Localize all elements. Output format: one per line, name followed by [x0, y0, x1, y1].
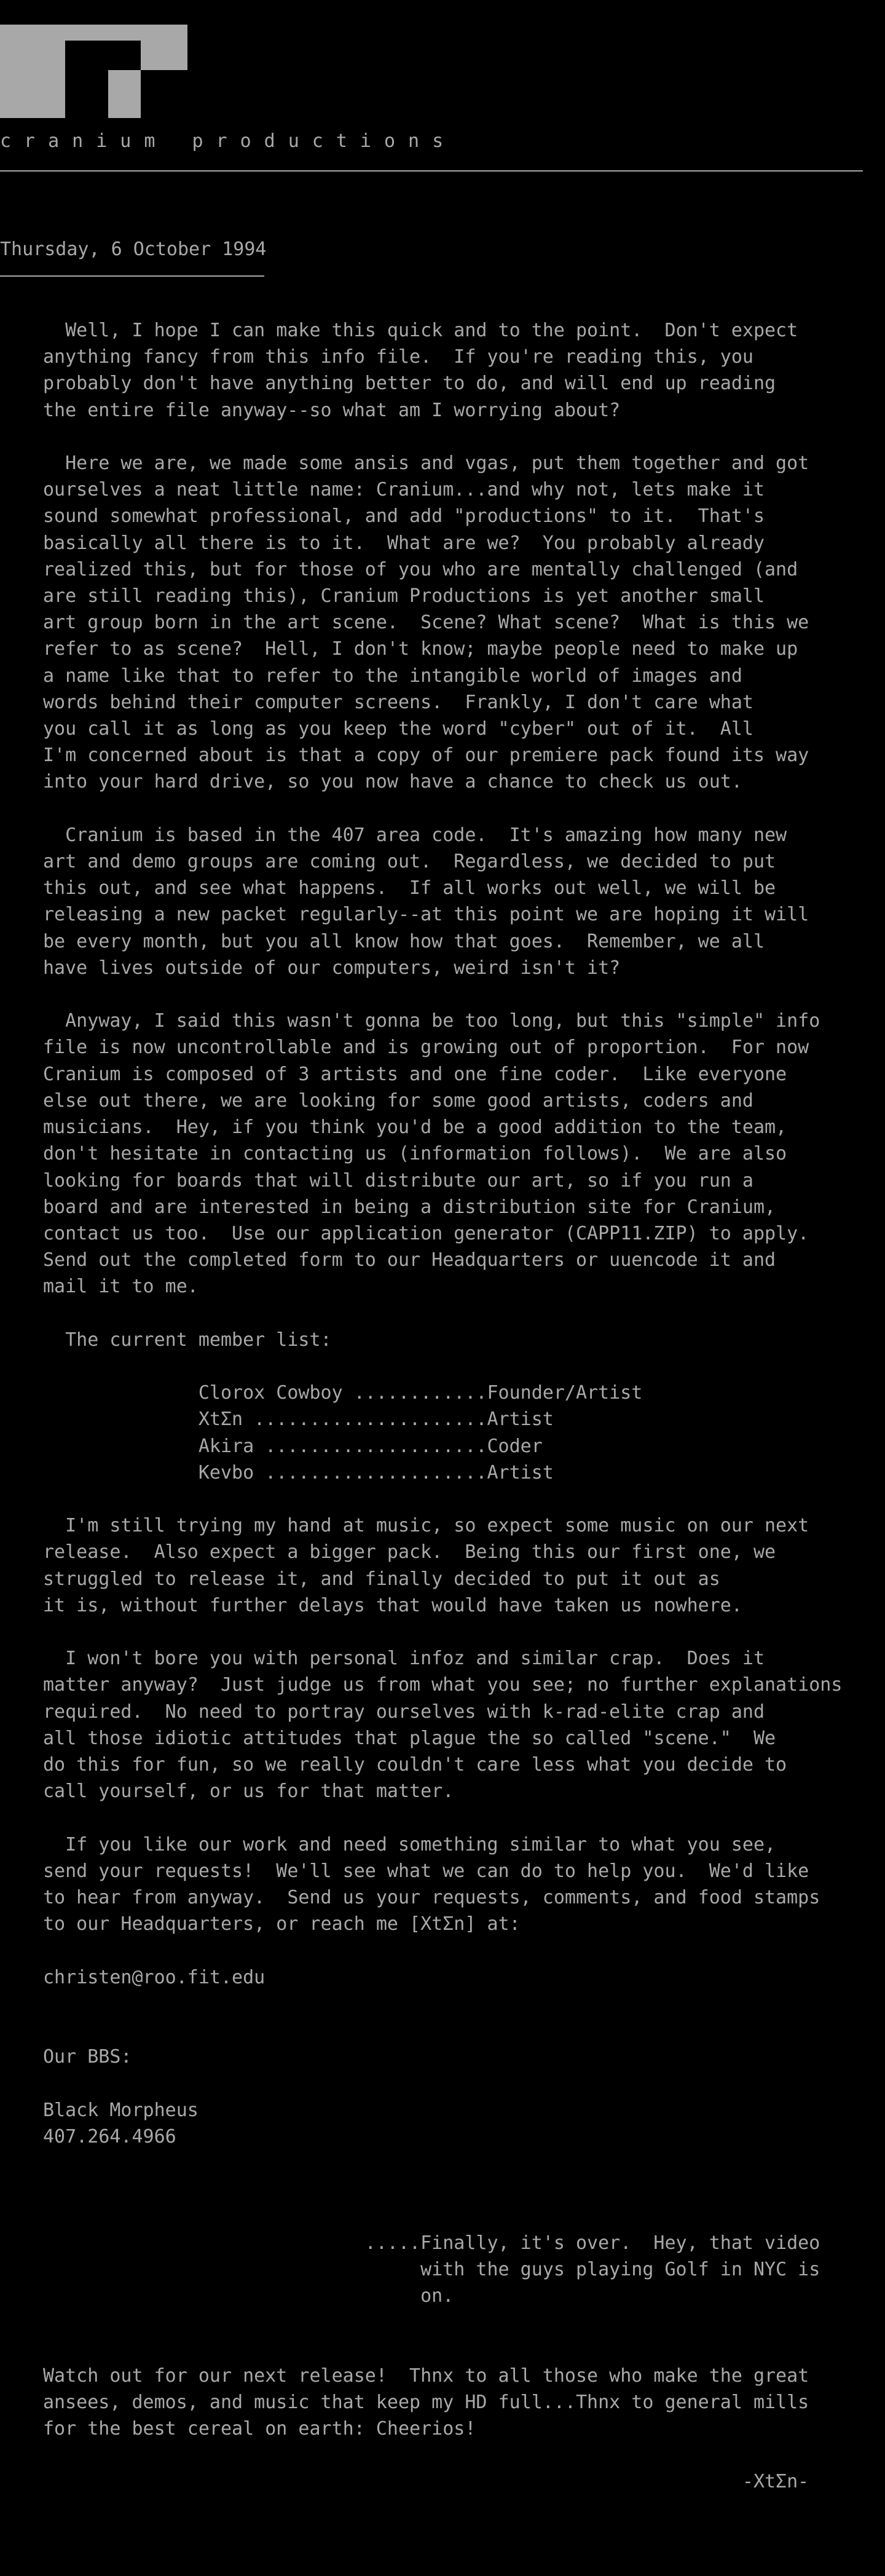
brand-divider	[0, 170, 863, 172]
brand-name: cranium productions	[0, 130, 457, 152]
document-date: Thursday, 6 October 1994	[0, 239, 267, 260]
logo-shape	[0, 25, 187, 118]
cranium-logo	[0, 25, 187, 118]
info-file-body: Well, I hope I can make this quick and to the point. Don't expect anything fancy from this info file. If you're reading this, you probably don't have anything better to do, and will end up reading the entire file anyway--so what am I worrying about? Here we are, we made some ansis and vgas, put them together and got ourselves a neat little name: Cranium...and why not, lets make it sound somewhat professional, and add "productions" to it. That's basically all there is to it. What are we? You probably already realized this, but for those of you who are mentally challenged (and are still reading this), Cranium Productions is yet another small art group born in the art scene. Scene? What scene? What is this we refer to as scene? Hell, I don't know; maybe people need to make up a name like that to refer to the intangible world of images and words behind their computer screens. Frankly, I don't care what you call it as long as you keep the word "cyber" out of it. All I'm concerned about is that a copy of our premiere pack found its way into your hard drive, so you now have a chance to check us out. Cranium is based in the 407 area code. It's amazing how many new art and demo groups are coming out. Regardless, we decided to put this out, and see what happens. If all works out well, we will be releasing a new packet regularly--at this point we are hoping it will be every month, but you all know how that goes. Remember, we all have lives outside of our computers, weird isn't it? Anyway, I said this wasn't gonna be too long, but this "simple" info file is now uncontrollable and is growing out of proportion. For now Cranium is composed of 3 artists and one fine coder. Like everyone else out there, we are looking for some good artists, coders and musicians. Hey, if you think you'd be a good addition to the team, don't hesitate in contacting us (information follows). We are also looking for boards that will distribute our art, so if you run a board and are interested in being a distribution site for Cranium, contact us too. Use our application generator (CAPP11.ZIP) to apply. Send out the completed form to our Headquarters or uuencode it and mail it to me. The current member list: Clorox Cowboy ............Founder/Artist XtΣn .....................Artist Akira ....................Coder Kevbo ....................Artist I'm still trying my hand at music, so expect some music on our next release. Also expect a bigger pack. Being this our first one, we struggled to release it, and finally decided to put it out as it is, without further delays that would have taken us nowhere. I won't bore you with personal infoz and similar crap. Does it matter anyway? Just judge us from what you see; no further explanations required. No need to portray ourselves with k-rad-elite crap and all those idiotic attitudes that plague the so called "scene." We do this for fun, so we really couldn't care less what you decide to call yourself, or us for that matter. If you like our work and need something similar to what you see, send your requests! We'll see what we can do to help you. We'd like to hear from anyway. Send us your requests, comments, and food stamps to our Headquarters, or reach me [XtΣn] at: christen@roo.fit.edu Our BBS: Black Morpheus 407.264.4966 .....Finally, it's over. Hey, that video with the guys playing Golf in NYC is on. Watch out for our next release! Thnx to all those who make the great ansees, demos, and music that keep my HD full...Thnx to general mills for the best cereal on earth: Cheerios! -XtΣn-	[43, 320, 843, 2493]
date-underline	[0, 275, 264, 277]
